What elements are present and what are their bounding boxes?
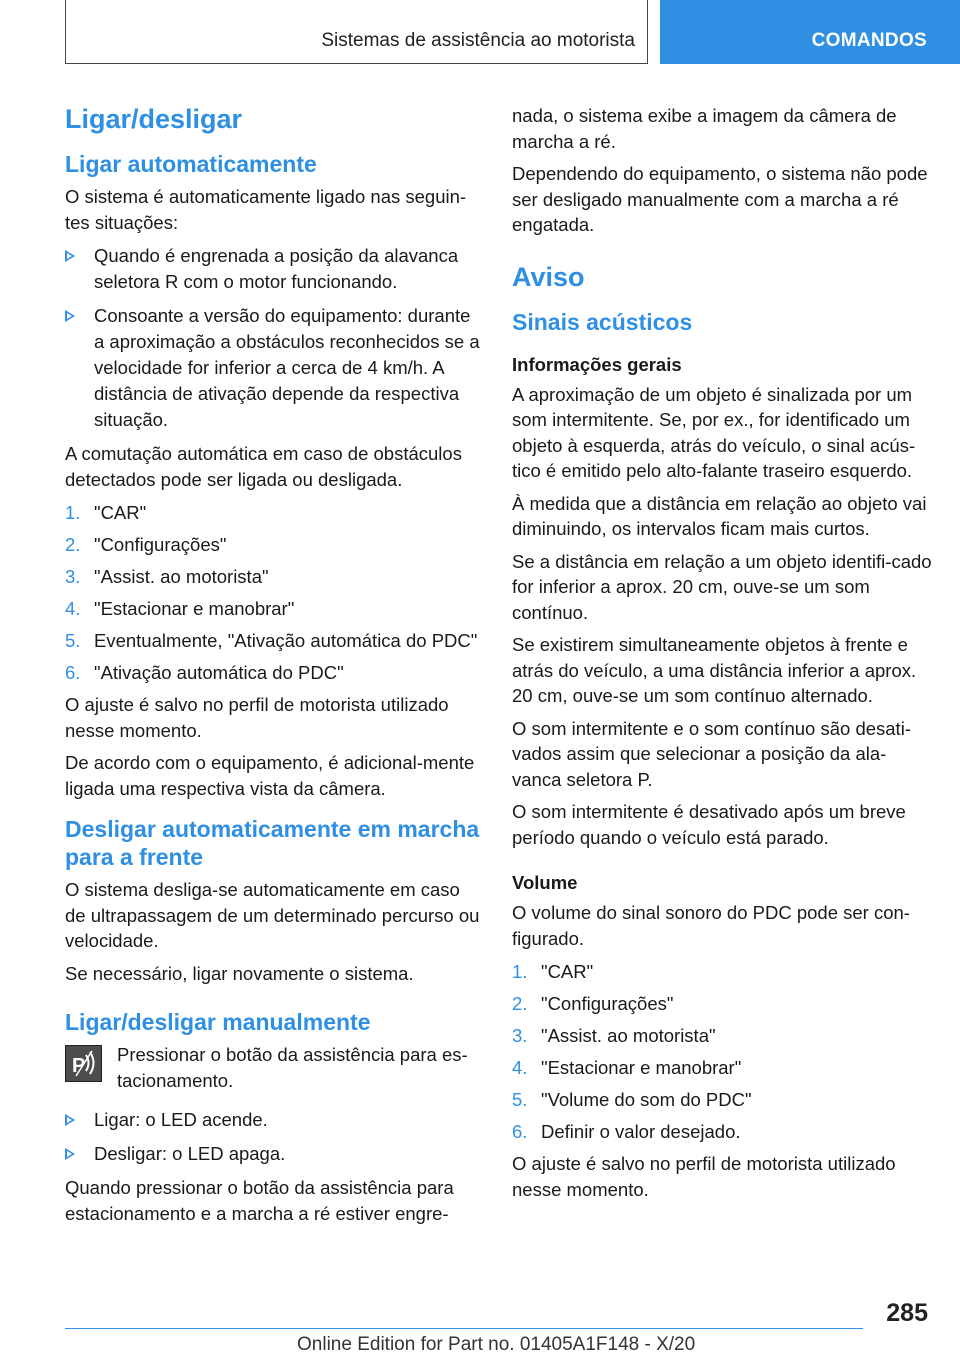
heading-volume: Volume (512, 872, 578, 893)
svg-text:P: P (72, 1055, 86, 1077)
step-text: Definir o valor desejado. (541, 1121, 741, 1142)
paragraph-button: Pressionar o botão da assistência para es-tacionamento. (117, 1044, 468, 1091)
step-item (65, 564, 485, 590)
paragraph-acoustic-3: Se a distância em relação a um objeto identifi-cado for inferior a aprox. 20 cm, ouve-se um som contínuo. (512, 550, 932, 623)
step-number: 6. (512, 1121, 528, 1142)
step-text: "Volume do som do PDC" (541, 1089, 752, 1110)
step-text: "Estacionar e manobrar" (541, 1057, 742, 1078)
step-text: "CAR" (94, 502, 147, 523)
step-text: "CAR" (541, 961, 594, 982)
paragraph-off-2: Se necessário, ligar novamente o sistema. (65, 962, 414, 984)
heading-acoustic: Sinais acústicos (512, 308, 693, 335)
heading-manual: Ligar/desligar manualmente (65, 1009, 371, 1035)
heading-auto-on: Ligar automaticamente (65, 151, 317, 177)
header-tab-label: COMANDOS (811, 30, 927, 51)
step-number: 4. (65, 598, 81, 619)
paragraph-equipment: Dependendo do equipamento, o sistema não pode ser desligado manualmente com a marcha a ré engatada. (512, 163, 928, 235)
bullet-list-led (65, 1107, 485, 1167)
step-item (512, 959, 932, 985)
heading-auto-off: Desligar automaticamente em marcha para a frente (65, 816, 480, 870)
bullet-list-on (65, 243, 485, 433)
list-item (65, 1141, 485, 1167)
paragraph-acoustic-4: Se existirem simultaneamente objetos à frente e atrás do veículo, a uma distância inferior a aprox. 20 cm, ouve-se um som contínuo alternado. (512, 634, 917, 706)
page-number: 285 (886, 1299, 928, 1327)
list-item-text: Quando é engrenada a posição da alavanca seletora R com o motor funcionando. (94, 245, 459, 292)
step-text: Eventualmente, "Ativação automática do PDC" (94, 630, 478, 651)
triangle-bullet-icon (65, 1114, 75, 1126)
paragraph-intro: O sistema é automaticamente ligado nas seguin-tes situações: (65, 186, 467, 233)
step-item (512, 1087, 932, 1113)
footer-divider (65, 1328, 863, 1329)
list-item (65, 303, 485, 433)
paragraph-switch: A comutação automática em caso de obstáculos detectados pode ser ligada ou desligada. (65, 443, 462, 490)
step-number: 2. (512, 993, 528, 1014)
step-number: 1. (65, 502, 81, 523)
heading-on-off: Ligar/desligar (65, 104, 243, 134)
heading-general-info: Informações gerais (512, 353, 682, 375)
header-section-title: Sistemas de assistência ao motorista (321, 30, 635, 51)
list-item-text: Desligar: o LED apaga. (94, 1143, 286, 1164)
button-instruction (65, 1042, 485, 1093)
footer-edition: Online Edition for Part no. 01405A1F148 - X/20 (297, 1334, 696, 1355)
step-text: "Ativação automática do PDC" (94, 662, 344, 683)
step-item (65, 628, 485, 654)
list-item (65, 243, 485, 295)
paragraph-camera: De acordo com o equipamento, é adicional-mente ligada uma respectiva vista da câmera. (65, 752, 475, 799)
step-item (512, 1055, 932, 1081)
step-number: 2. (65, 534, 81, 555)
step-item (512, 991, 932, 1017)
steps-list-left (65, 500, 485, 686)
paragraph-acoustic-1: A aproximação de um objeto é sinalizada por um som intermitente. Se, por ex., for identificado um objeto à esquerda, atrás do veículo, o sinal acús-tico é emitido pelo alto-falante traseiro esquerdo. (512, 383, 916, 481)
list-item-text: Ligar: o LED acende. (94, 1109, 268, 1130)
step-number: 5. (512, 1089, 528, 1110)
paragraph-volume: O volume do sinal sonoro do PDC pode ser con-figurado. (512, 902, 910, 949)
step-number: 5. (65, 630, 81, 651)
step-item (512, 1023, 932, 1049)
steps-list-right (512, 959, 932, 1145)
step-text: "Assist. ao motorista" (94, 566, 269, 587)
header-section-box (65, 0, 648, 64)
paragraph-off-1: O sistema desliga-se automaticamente em caso de ultrapassagem de um determinado percurso ou velocidade. (65, 879, 480, 951)
step-number: 4. (512, 1057, 528, 1078)
paragraph-acoustic-2: À medida que a distância em relação ao objeto vai diminuindo, os intervalos ficam mais curtos. (512, 492, 927, 539)
step-number: 3. (512, 1025, 528, 1046)
step-number: 6. (65, 662, 81, 683)
step-item (512, 1119, 932, 1145)
step-text: "Configurações" (541, 993, 674, 1014)
park-assist-icon (65, 1045, 102, 1082)
paragraph-saved: O ajuste é salvo no perfil de motorista utilizado nesse momento. (65, 694, 449, 741)
right-column (512, 100, 932, 1209)
triangle-bullet-icon (65, 310, 75, 322)
header-tab (660, 0, 960, 64)
step-item (65, 500, 485, 526)
step-item (65, 532, 485, 558)
triangle-bullet-icon (65, 250, 75, 262)
paragraph-continued: nada, o sistema exibe a imagem da câmera de marcha a ré. (512, 105, 897, 152)
left-column (65, 100, 485, 1233)
paragraph-saved-right: O ajuste é salvo no perfil de motorista utilizado nesse momento. (512, 1153, 896, 1200)
list-item (65, 1107, 485, 1133)
paragraph-acoustic-5: O som intermitente e o som contínuo são desati-vados assim que selecionar a posição da ala-vanca seletora P. (512, 717, 911, 790)
step-item (65, 660, 485, 686)
step-number: 1. (512, 961, 528, 982)
step-text: "Assist. ao motorista" (541, 1025, 716, 1046)
step-text: "Estacionar e manobrar" (94, 598, 295, 619)
heading-warning: Aviso (512, 261, 585, 292)
triangle-bullet-icon (65, 1148, 75, 1160)
step-number: 3. (65, 566, 81, 587)
step-item (65, 596, 485, 622)
list-item-text: Consoante a versão do equipamento: durante a aproximação a obstáculos reconhecidos se a velocidade for inferior a cerca de 4 km/h. A distância de ativação depende da respectiva situação. (94, 305, 480, 430)
paragraph-acoustic-6: O som intermitente é desativado após um breve período quando o veículo está parado. (512, 801, 906, 848)
step-text: "Configurações" (94, 534, 227, 555)
paragraph-reverse: Quando pressionar o botão da assistência para estacionamento e a marcha a ré estiver engre- (65, 1177, 454, 1224)
